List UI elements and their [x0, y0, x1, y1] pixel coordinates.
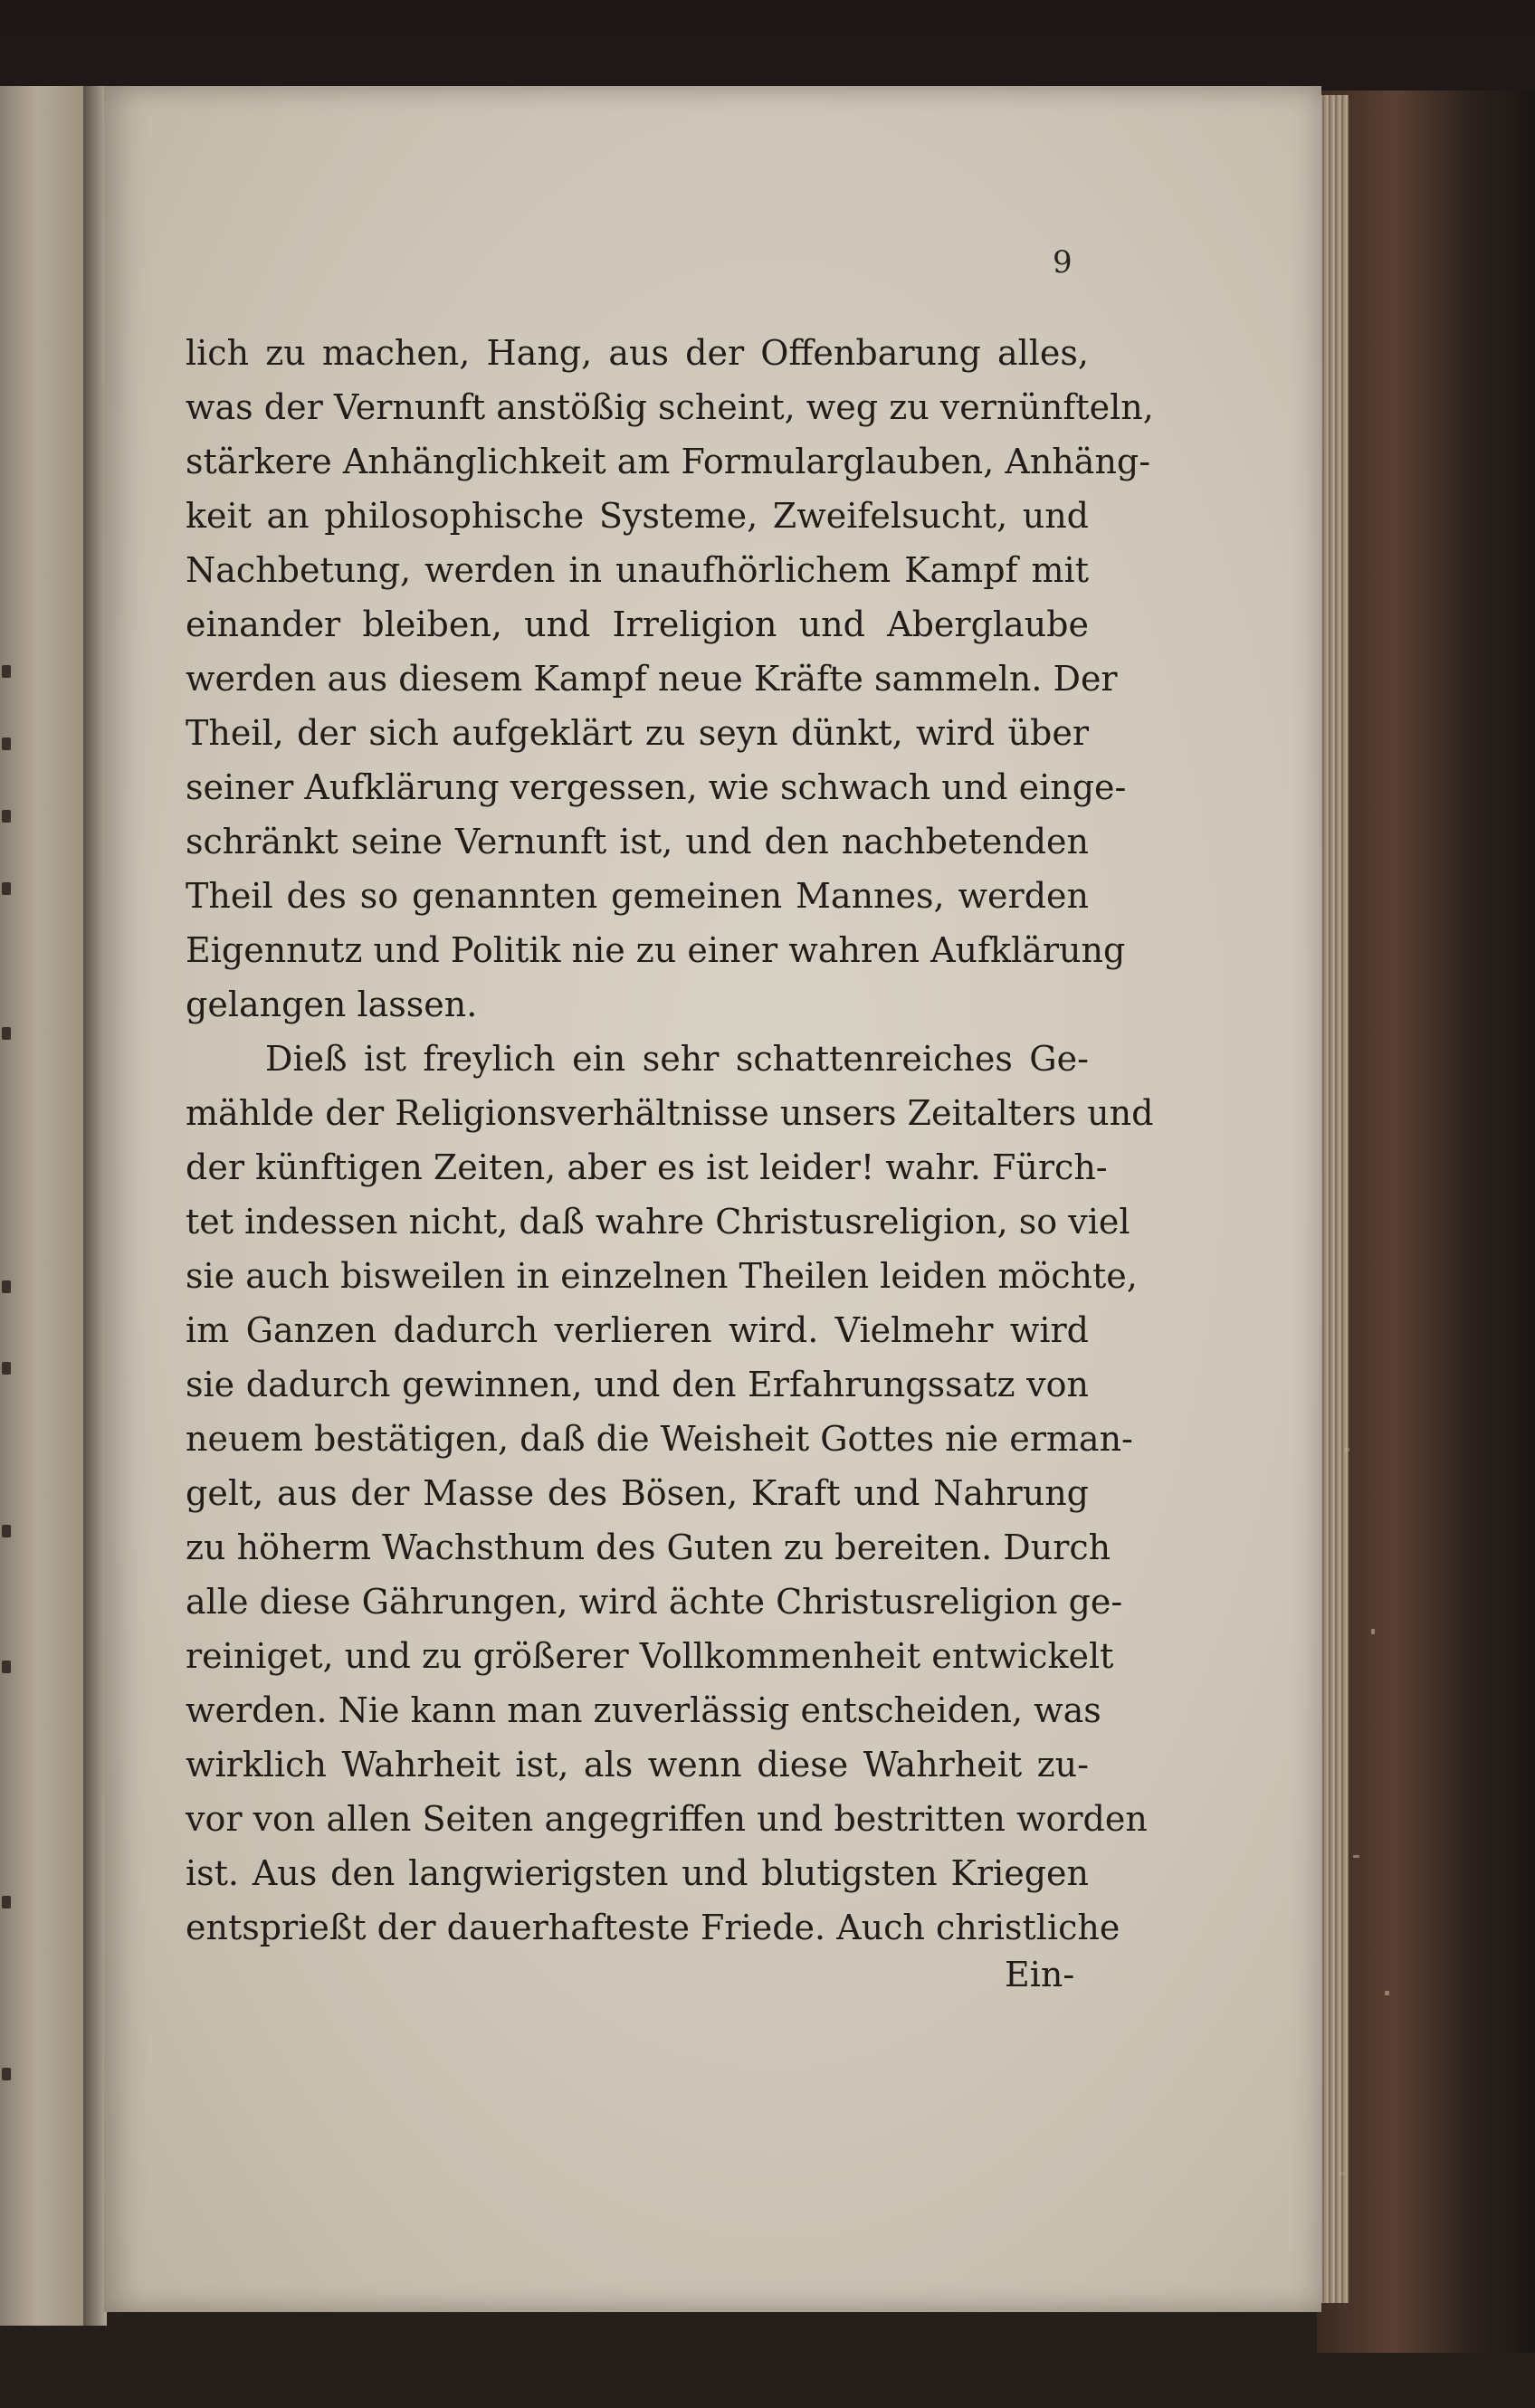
edge-mark	[2, 738, 11, 750]
catchword: Ein-	[1005, 1955, 1075, 1994]
edge-mark	[2, 1525, 11, 1537]
text-line: einander bleiben, und Irreligion und Aberglaube	[186, 604, 1089, 644]
paragraph-1	[186, 326, 1154, 1032]
text-line: Theil des so genannten gemeinen Mannes, werden	[186, 876, 1089, 916]
text-line: keit an philosophische Systeme, Zweifelsucht, und	[186, 496, 1089, 536]
text-line: vor von allen Seiten angegriffen und bestritten worden	[186, 1799, 1148, 1839]
text-line: stärkere Anhänglichkeit am Formularglauben, Anhäng-	[186, 442, 1151, 481]
text-line: gelt, aus der Masse des Bösen, Kraft und Nahrung	[186, 1473, 1089, 1513]
edge-mark	[2, 1280, 11, 1293]
text-line: der künftigen Zeiten, aber es ist leider! wahr. Fürch-	[186, 1147, 1108, 1187]
left-page-edge	[0, 86, 86, 2326]
text-line: Dieß ist freylich ein sehr schattenreiches Ge-	[265, 1039, 1089, 1079]
text-line: seiner Aufklärung vergessen, wie schwach und einge-	[186, 767, 1127, 807]
text-line: sie dadurch gewinnen, und den Erfahrungssatz von	[186, 1365, 1089, 1404]
text-line: sie auch bisweilen in einzelnen Theilen leiden möchte,	[186, 1256, 1138, 1296]
cover-speck	[1385, 1991, 1389, 1995]
edge-mark	[2, 2068, 11, 2080]
page-number: 9	[1053, 244, 1073, 281]
text-line: schränkt seine Vernunft ist, und den nachbetenden	[186, 822, 1089, 861]
text-line: entsprießt der dauerhafteste Friede. Auch christliche	[186, 1908, 1120, 1947]
edge-mark	[2, 810, 11, 823]
paragraph-2	[186, 1032, 1154, 1955]
cover-speck	[1371, 1629, 1375, 1634]
text-line: zu höherm Wachsthum des Guten zu bereiten. Durch	[186, 1528, 1111, 1567]
cover-speck	[1353, 1855, 1359, 1858]
text-line: ist. Aus den langwierigsten und blutigsten Kriegen	[186, 1853, 1089, 1893]
edge-mark	[2, 1027, 11, 1040]
text-line: wirklich Wahrheit ist, als wenn diese Wahrheit zu-	[186, 1745, 1089, 1785]
edge-mark	[2, 882, 11, 895]
text-line: lich zu machen, Hang, aus der Offenbarung alles,	[186, 333, 1089, 373]
text-line: mählde der Religionsverhältnisse unsers Zeitalters und	[186, 1093, 1154, 1133]
text-line: alle diese Gährungen, wird ächte Christusreligion ge-	[186, 1582, 1123, 1622]
text-line: Eigennutz und Politik nie zu einer wahren Aufklärung	[186, 930, 1126, 970]
text-line: tet indessen nicht, daß wahre Christusreligion, so viel	[186, 1202, 1130, 1242]
edge-mark	[2, 665, 11, 678]
body-text	[186, 326, 1154, 1955]
text-line: werden aus diesem Kampf neue Kräfte sammeln. Der	[186, 659, 1118, 699]
text-line: Nachbetung, werden in unaufhörlichem Kampf mit	[186, 550, 1089, 590]
text-line: im Ganzen dadurch verlieren wird. Vielmehr wird	[186, 1310, 1089, 1350]
book-cover-edge	[1317, 90, 1535, 2353]
edge-mark	[2, 1362, 11, 1375]
text-line: Theil, der sich aufgeklärt zu seyn dünkt, wird über	[186, 713, 1089, 753]
text-line: werden. Nie kann man zuverlässig entscheiden, was	[186, 1690, 1101, 1730]
text-line: neuem bestätigen, daß die Weisheit Gottes nie erman-	[186, 1419, 1133, 1459]
edge-mark	[2, 1661, 11, 1673]
text-line: gelangen lassen.	[186, 985, 478, 1024]
edge-mark	[2, 1896, 11, 1908]
text-line: was der Vernunft anstößig scheint, weg zu vernünfteln,	[186, 387, 1154, 427]
text-line: reiniget, und zu größerer Vollkommenheit entwickelt	[186, 1636, 1114, 1676]
